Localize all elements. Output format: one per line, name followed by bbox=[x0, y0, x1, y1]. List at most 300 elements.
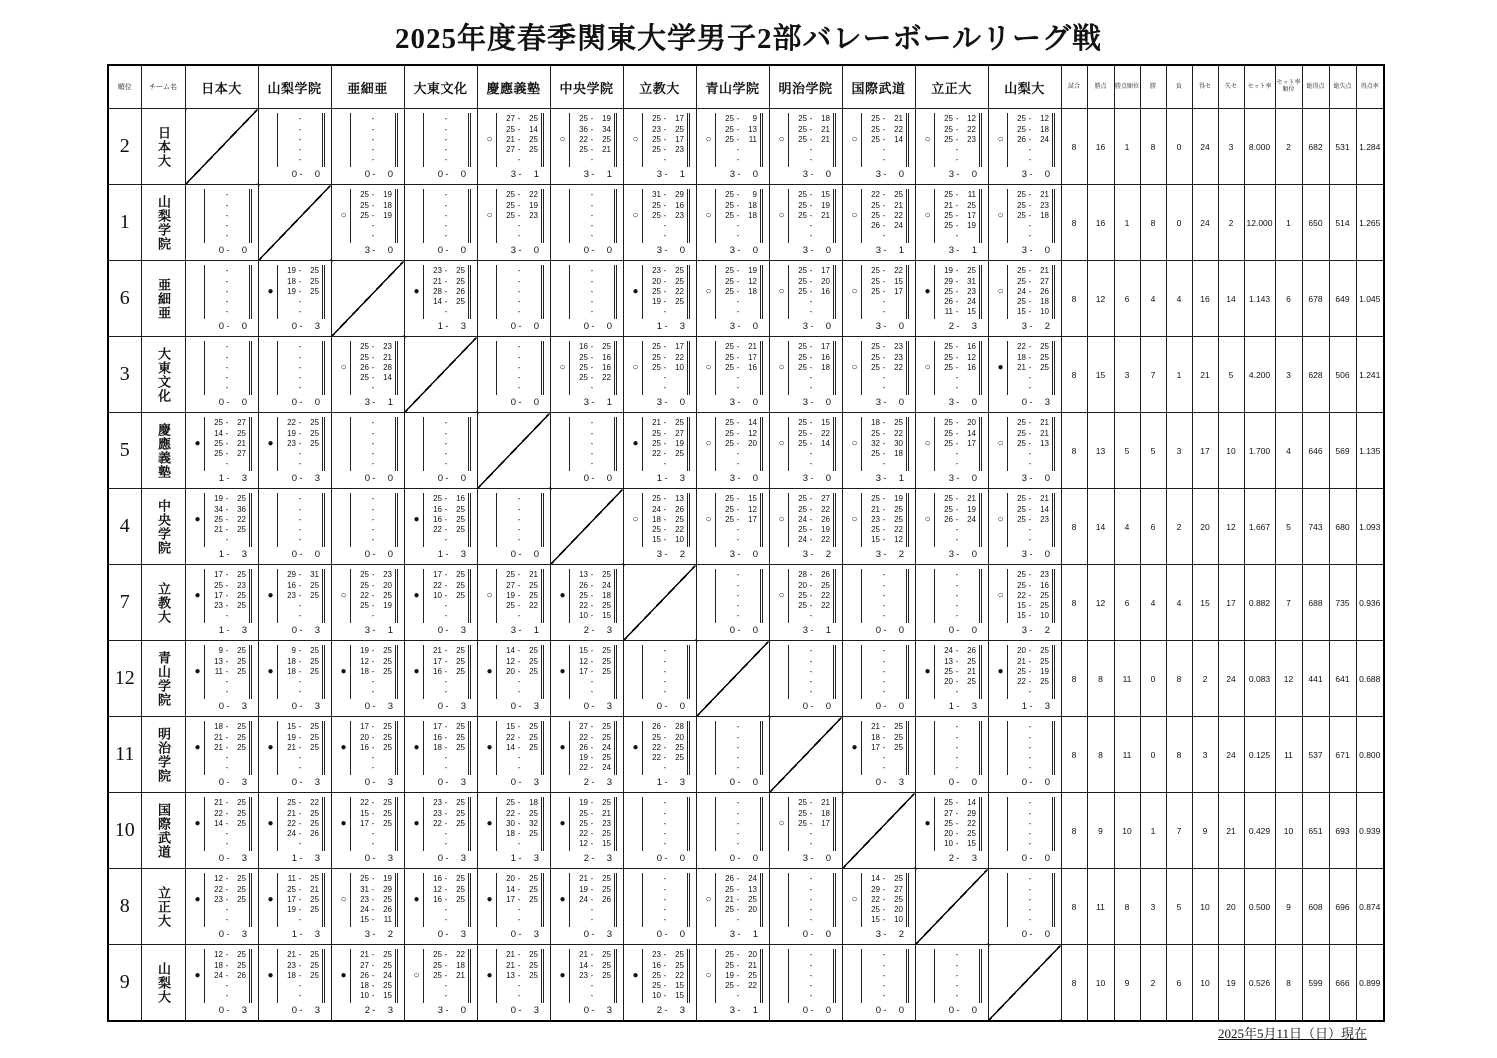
set-score-line: 25 - 16 bbox=[798, 286, 830, 296]
set-score-line: - bbox=[736, 839, 740, 849]
set-score-line: - bbox=[809, 970, 813, 980]
set-score-line: 24 - 26 bbox=[944, 646, 976, 656]
set-scores bbox=[277, 721, 325, 774]
set-score-line: - bbox=[955, 601, 959, 611]
set-score-line: 25 - 21 bbox=[944, 666, 976, 676]
stat-cell-7: 17 bbox=[1218, 565, 1244, 641]
set-scores bbox=[277, 493, 325, 546]
set-total: 3 - 2 bbox=[364, 928, 393, 940]
set-score-line: - bbox=[736, 742, 740, 752]
set-score-line: 25 - 20 bbox=[360, 580, 392, 590]
set-total: 3 - 0 bbox=[729, 168, 758, 180]
set-score-line: - bbox=[736, 221, 740, 231]
match-cell bbox=[185, 793, 258, 869]
match-cell bbox=[477, 793, 550, 869]
set-score-line: - bbox=[955, 373, 959, 383]
set-score-line: 25 - 14 bbox=[1017, 504, 1049, 514]
loss-circle-icon: ● bbox=[486, 665, 493, 677]
set-scores bbox=[861, 189, 909, 242]
set-score-line: 25 - 21 bbox=[871, 114, 903, 124]
set-score-line: - bbox=[517, 383, 521, 393]
set-score-line: - bbox=[517, 905, 521, 915]
win-circle-icon: ○ bbox=[705, 209, 712, 221]
set-total: 2 - 3 bbox=[948, 320, 977, 332]
win-circle-icon: ○ bbox=[559, 361, 566, 373]
stat-cell-8: 4.200 bbox=[1244, 337, 1275, 413]
stat-cell-2: 12 bbox=[1087, 565, 1114, 641]
set-score-line: - bbox=[809, 383, 813, 393]
set-score-line: - bbox=[882, 950, 886, 960]
empty-match-cell bbox=[842, 945, 915, 1022]
loss-circle-icon: ● bbox=[486, 741, 493, 753]
set-score-line: - bbox=[517, 514, 521, 524]
match-cell bbox=[623, 109, 696, 185]
set-score-line: 25 - 17 bbox=[798, 342, 830, 352]
set-scores bbox=[277, 265, 325, 318]
team-name: 慶應義塾 bbox=[156, 422, 171, 479]
set-scores bbox=[350, 493, 398, 546]
set-score-line: 24 - 26 bbox=[652, 504, 684, 514]
set-scores bbox=[934, 569, 982, 622]
set-total: 0 - 0 bbox=[218, 244, 247, 256]
set-score-line: - bbox=[955, 383, 959, 393]
team-name-cell bbox=[141, 869, 185, 945]
stat-cell-11: 671 bbox=[1329, 717, 1356, 793]
set-score-line: 19 - 25 bbox=[287, 266, 319, 276]
set-score-line: - bbox=[663, 874, 667, 884]
header-opponent-3: 亜細亜 bbox=[331, 65, 404, 109]
set-score-line: 28 - 26 bbox=[798, 570, 830, 580]
set-score-line: - bbox=[590, 155, 594, 165]
set-score-line: 26 - 28 bbox=[652, 722, 684, 732]
match-cell bbox=[185, 489, 258, 565]
set-total: 3 - 0 bbox=[948, 168, 977, 180]
set-scores bbox=[788, 797, 836, 850]
match-cell bbox=[477, 945, 550, 1022]
set-score-line: - bbox=[882, 297, 886, 307]
set-score-line: 13 - 25 bbox=[506, 970, 538, 980]
stat-cell-3: 5 bbox=[1114, 413, 1140, 489]
stat-cell-3: 1 bbox=[1114, 185, 1140, 261]
set-score-line: 12 - 25 bbox=[214, 874, 246, 884]
set-score-line: 21 - 25 bbox=[944, 200, 976, 210]
header-opponent-2: 山梨学院 bbox=[258, 65, 331, 109]
set-score-line: - bbox=[590, 307, 594, 317]
set-score-line: - bbox=[298, 915, 302, 925]
set-score-line: - bbox=[809, 915, 813, 925]
set-score-line: - bbox=[298, 449, 302, 459]
win-circle-icon: ○ bbox=[851, 209, 858, 221]
header-stat-10: 総得点 bbox=[1302, 65, 1329, 109]
set-score-line: 21 - 25 bbox=[725, 894, 757, 904]
set-score-line: 25 - 19 bbox=[1017, 666, 1049, 676]
set-score-line: - bbox=[225, 286, 229, 296]
team-row-12 bbox=[108, 945, 1384, 1022]
set-scores bbox=[715, 569, 763, 622]
set-scores bbox=[1007, 493, 1055, 546]
set-score-line: 21 - 25 bbox=[506, 960, 538, 970]
set-score-line: - bbox=[882, 570, 886, 580]
match-cell bbox=[842, 413, 915, 489]
set-score-line: 25 - 21 bbox=[579, 808, 611, 818]
set-score-line: - bbox=[225, 373, 229, 383]
set-score-line: - bbox=[517, 611, 521, 621]
stat-cell-7: 12 bbox=[1218, 489, 1244, 565]
team-row-10 bbox=[108, 793, 1384, 869]
win-circle-icon: ○ bbox=[705, 437, 712, 449]
set-score-line: - bbox=[809, 656, 813, 666]
stat-cell-12: 1.265 bbox=[1356, 185, 1384, 261]
empty-match-cell bbox=[477, 337, 550, 413]
loss-circle-icon: ● bbox=[486, 817, 493, 829]
stat-cell-4: 0 bbox=[1140, 717, 1166, 793]
set-score-line: - bbox=[590, 981, 594, 991]
set-score-line: 29 - 27 bbox=[871, 884, 903, 894]
stat-cell-12: 0.939 bbox=[1356, 793, 1384, 869]
set-score-line: - bbox=[371, 428, 375, 438]
set-score-line: 14 - 25 bbox=[214, 818, 246, 828]
set-scores bbox=[642, 797, 690, 850]
set-score-line: 23 - 25 bbox=[214, 894, 246, 904]
empty-match-cell bbox=[623, 793, 696, 869]
set-total: 0 - 0 bbox=[802, 700, 831, 712]
set-score-line: 22 - 25 bbox=[579, 732, 611, 742]
set-score-line: - bbox=[444, 134, 448, 144]
match-cell bbox=[696, 869, 769, 945]
empty-match-cell bbox=[404, 413, 477, 489]
set-score-line: 28 - 26 bbox=[433, 286, 465, 296]
stat-cell-9: 10 bbox=[1275, 793, 1302, 869]
set-score-line: - bbox=[736, 580, 740, 590]
set-score-line: 25 - 12 bbox=[944, 114, 976, 124]
set-score-line: - bbox=[736, 449, 740, 459]
set-score-line: 18 - 25 bbox=[214, 722, 246, 732]
match-cell bbox=[769, 565, 842, 641]
empty-match-cell bbox=[915, 565, 988, 641]
match-cell bbox=[258, 793, 331, 869]
set-score-line: 25 - 15 bbox=[798, 190, 830, 200]
set-score-line: 21 - 25 bbox=[214, 525, 246, 535]
set-score-line: - bbox=[663, 687, 667, 697]
set-score-line: 25 - 23 bbox=[944, 134, 976, 144]
set-score-line: 25 - 16 bbox=[725, 362, 757, 372]
set-score-line: - bbox=[444, 210, 448, 220]
set-score-line: 16 - 25 bbox=[360, 742, 392, 752]
set-score-line: 22 - 25 bbox=[433, 818, 465, 828]
stat-cell-11: 649 bbox=[1329, 261, 1356, 337]
stat-cell-6: 3 bbox=[1192, 717, 1218, 793]
set-score-line: - bbox=[955, 722, 959, 732]
win-circle-icon: ○ bbox=[997, 209, 1004, 221]
stat-cell-10: 688 bbox=[1302, 565, 1329, 641]
set-scores bbox=[569, 189, 617, 242]
set-score-line: - bbox=[955, 590, 959, 600]
set-score-line: - bbox=[371, 535, 375, 545]
stat-cell-11: 514 bbox=[1329, 185, 1356, 261]
set-score-line: 23 - 25 bbox=[652, 124, 684, 134]
set-score-line: 25 - 23 bbox=[1017, 514, 1049, 524]
empty-match-cell bbox=[331, 109, 404, 185]
set-score-line: - bbox=[517, 981, 521, 991]
set-scores bbox=[642, 189, 690, 242]
set-score-line: - bbox=[444, 611, 448, 621]
empty-match-cell bbox=[769, 869, 842, 945]
match-cell bbox=[988, 565, 1061, 641]
set-score-line: 22 - 25 bbox=[433, 525, 465, 535]
set-score-line: 11 - 25 bbox=[287, 874, 319, 884]
set-score-line: - bbox=[809, 839, 813, 849]
set-score-line: - bbox=[955, 763, 959, 773]
set-score-line: 25 - 12 bbox=[1017, 114, 1049, 124]
set-scores bbox=[350, 721, 398, 774]
empty-match-cell bbox=[623, 641, 696, 717]
loss-circle-icon: ● bbox=[267, 893, 274, 905]
set-scores bbox=[496, 189, 544, 242]
set-score-line: - bbox=[1028, 905, 1032, 915]
loss-circle-icon: ● bbox=[924, 285, 931, 297]
set-score-line: 25 - 13 bbox=[1017, 438, 1049, 448]
loss-circle-icon: ● bbox=[267, 741, 274, 753]
set-score-line: - bbox=[955, 535, 959, 545]
team-row-6 bbox=[108, 489, 1384, 565]
set-score-line: - bbox=[298, 383, 302, 393]
set-total: 3 - 2 bbox=[656, 548, 685, 560]
set-total: 3 - 0 bbox=[1021, 548, 1050, 560]
league-table-body bbox=[108, 65, 1384, 1021]
set-scores bbox=[715, 721, 763, 774]
set-score-line: 25 - 18 bbox=[1017, 124, 1049, 134]
set-score-line: 26 - 24 bbox=[579, 742, 611, 752]
set-scores bbox=[1007, 265, 1055, 318]
stat-cell-11: 735 bbox=[1329, 565, 1356, 641]
set-score-line: - bbox=[809, 960, 813, 970]
set-score-line: 25 - 20 bbox=[944, 418, 976, 428]
set-score-line: 25 - 21 bbox=[798, 134, 830, 144]
set-score-line: - bbox=[590, 266, 594, 276]
stat-cell-9: 8 bbox=[1275, 945, 1302, 1022]
set-scores bbox=[861, 721, 909, 774]
stat-cell-10: 646 bbox=[1302, 413, 1329, 489]
stat-cell-4: 7 bbox=[1140, 337, 1166, 413]
set-score-line: 14 - 25 bbox=[871, 874, 903, 884]
set-score-line: 20 - 25 bbox=[652, 276, 684, 286]
loss-circle-icon: ● bbox=[559, 741, 566, 753]
match-cell bbox=[185, 413, 258, 489]
set-score-line: 15 - 25 bbox=[506, 722, 538, 732]
set-score-line: 19 - 25 bbox=[506, 590, 538, 600]
set-score-line: 21 - 25 bbox=[433, 646, 465, 656]
empty-match-cell bbox=[696, 793, 769, 869]
set-scores bbox=[788, 341, 836, 394]
set-scores bbox=[934, 493, 982, 546]
stat-cell-5: 5 bbox=[1166, 869, 1192, 945]
stat-cell-9: 3 bbox=[1275, 337, 1302, 413]
set-score-line: 20 - 25 bbox=[944, 829, 976, 839]
set-score-line: 25 - 22 bbox=[798, 504, 830, 514]
footer-date: 2025年5月11日（日）現在 bbox=[1217, 1026, 1367, 1041]
set-score-line: 16 - 25 bbox=[433, 894, 465, 904]
stat-cell-4: 1 bbox=[1140, 793, 1166, 869]
set-score-line: - bbox=[298, 525, 302, 535]
set-score-line: - bbox=[298, 145, 302, 155]
set-score-line: - bbox=[663, 915, 667, 925]
set-total: 0 - 3 bbox=[291, 1004, 320, 1016]
set-scores bbox=[569, 341, 617, 394]
stat-cell-3: 10 bbox=[1114, 793, 1140, 869]
set-score-line: 17 - 25 bbox=[871, 742, 903, 752]
stat-cell-12: 0.800 bbox=[1356, 717, 1384, 793]
set-score-line: 25 - 22 bbox=[871, 266, 903, 276]
header-stat-6: 得セ bbox=[1192, 65, 1218, 109]
set-score-line: - bbox=[1028, 753, 1032, 763]
stat-cell-11: 569 bbox=[1329, 413, 1356, 489]
set-scores bbox=[642, 265, 690, 318]
loss-circle-icon: ● bbox=[851, 741, 858, 753]
match-cell bbox=[842, 261, 915, 337]
win-circle-icon: ○ bbox=[924, 133, 931, 145]
set-total: 3 - 0 bbox=[364, 244, 393, 256]
set-scores bbox=[642, 113, 690, 166]
set-score-line: - bbox=[444, 438, 448, 448]
set-score-line: 25 - 21 bbox=[1017, 428, 1049, 438]
win-circle-icon: ○ bbox=[924, 361, 931, 373]
stat-cell-1: 8 bbox=[1061, 109, 1087, 185]
set-score-line: - bbox=[517, 231, 521, 241]
set-total: 3 - 0 bbox=[729, 472, 758, 484]
set-score-line: 25 - 20 bbox=[725, 438, 757, 448]
header-rank: 順位 bbox=[108, 65, 141, 109]
set-score-line: - bbox=[736, 611, 740, 621]
set-score-line: 25 - 20 bbox=[652, 732, 684, 742]
set-total: 0 - 0 bbox=[1021, 776, 1050, 788]
stat-cell-5: 6 bbox=[1166, 945, 1192, 1022]
set-score-line: 27 - 25 bbox=[506, 580, 538, 590]
stat-cell-6: 15 bbox=[1192, 565, 1218, 641]
set-total: 0 - 3 bbox=[437, 928, 466, 940]
set-score-line: 25 - 22 bbox=[652, 286, 684, 296]
stat-cell-5: 8 bbox=[1166, 717, 1192, 793]
stat-cell-1: 8 bbox=[1061, 793, 1087, 869]
set-scores bbox=[350, 645, 398, 698]
set-total: 3 - 0 bbox=[802, 852, 831, 864]
set-scores bbox=[861, 493, 909, 546]
empty-match-cell bbox=[185, 185, 258, 261]
set-score-line: - bbox=[298, 981, 302, 991]
team-row-4 bbox=[108, 337, 1384, 413]
set-score-line: - bbox=[371, 145, 375, 155]
stat-cell-12: 1.045 bbox=[1356, 261, 1384, 337]
set-score-line: 25 - 15 bbox=[652, 981, 684, 991]
stat-cell-10: 628 bbox=[1302, 337, 1329, 413]
set-score-line: - bbox=[371, 449, 375, 459]
stat-cell-8: 1.667 bbox=[1244, 489, 1275, 565]
team-row-5 bbox=[108, 413, 1384, 489]
set-score-line: 25 - 11 bbox=[944, 190, 976, 200]
match-cell bbox=[769, 413, 842, 489]
stat-cell-5: 8 bbox=[1166, 641, 1192, 717]
set-total: 0 - 3 bbox=[437, 852, 466, 864]
stat-cell-8: 0.083 bbox=[1244, 641, 1275, 717]
team-name-cell bbox=[141, 109, 185, 185]
set-score-line: - bbox=[444, 449, 448, 459]
set-scores bbox=[277, 645, 325, 698]
set-scores bbox=[496, 113, 544, 166]
set-score-line: 25 - 19 bbox=[725, 266, 757, 276]
set-total: 0 - 0 bbox=[510, 320, 539, 332]
set-score-line: - bbox=[809, 874, 813, 884]
set-score-line: - bbox=[371, 221, 375, 231]
set-scores bbox=[788, 873, 836, 926]
set-score-line: - bbox=[736, 383, 740, 393]
set-score-line: 25 - 21 bbox=[360, 352, 392, 362]
set-score-line: 24 - 26 bbox=[287, 829, 319, 839]
set-total: 3 - 0 bbox=[729, 396, 758, 408]
set-score-line: 22 - 25 bbox=[214, 808, 246, 818]
match-cell bbox=[623, 261, 696, 337]
stat-cell-8: 1.143 bbox=[1244, 261, 1275, 337]
set-score-line: - bbox=[298, 601, 302, 611]
loss-circle-icon: ● bbox=[413, 589, 420, 601]
stat-cell-1: 8 bbox=[1061, 489, 1087, 565]
set-score-line: 25 - 18 bbox=[725, 286, 757, 296]
set-score-line: - bbox=[590, 297, 594, 307]
set-score-line: - bbox=[882, 677, 886, 687]
loss-circle-icon: ● bbox=[632, 969, 639, 981]
set-total: 0 - 0 bbox=[291, 548, 320, 560]
set-total: 0 - 3 bbox=[364, 852, 393, 864]
set-score-line: 25 - 23 bbox=[944, 286, 976, 296]
set-total: 3 - 0 bbox=[1021, 472, 1050, 484]
match-cell bbox=[842, 717, 915, 793]
set-scores bbox=[204, 493, 252, 546]
set-total: 0 - 0 bbox=[510, 548, 539, 560]
loss-circle-icon: ● bbox=[559, 817, 566, 829]
set-scores bbox=[423, 493, 471, 546]
set-score-line: 17 - 25 bbox=[287, 894, 319, 904]
set-score-line: 23 - 25 bbox=[360, 894, 392, 904]
set-scores bbox=[1007, 113, 1055, 166]
set-score-line: 25 - 18 bbox=[798, 362, 830, 372]
set-score-line: 23 - 25 bbox=[871, 514, 903, 524]
match-cell bbox=[915, 641, 988, 717]
header-opponent-9: 明治学院 bbox=[769, 65, 842, 109]
set-score-line: - bbox=[225, 210, 229, 220]
set-score-line: 25 - 17 bbox=[652, 342, 684, 352]
set-score-line: - bbox=[444, 763, 448, 773]
set-score-line: 25 - 12 bbox=[725, 276, 757, 286]
match-cell bbox=[842, 337, 915, 413]
set-score-line: 25 - 23 bbox=[360, 570, 392, 580]
match-cell bbox=[915, 185, 988, 261]
set-score-line: - bbox=[225, 383, 229, 393]
set-total: 0 - 0 bbox=[656, 700, 685, 712]
set-score-line: 23 - 25 bbox=[579, 970, 611, 980]
set-total: 3 - 2 bbox=[875, 548, 904, 560]
set-scores bbox=[788, 189, 836, 242]
team-name: 中央学院 bbox=[156, 498, 171, 555]
diagonal-cell bbox=[550, 489, 623, 565]
win-circle-icon: ○ bbox=[851, 133, 858, 145]
set-score-line: - bbox=[809, 145, 813, 155]
set-score-line: - bbox=[1028, 231, 1032, 241]
win-circle-icon: ○ bbox=[705, 893, 712, 905]
set-scores bbox=[642, 645, 690, 698]
win-circle-icon: ○ bbox=[778, 589, 785, 601]
match-cell bbox=[769, 261, 842, 337]
set-score-line: - bbox=[809, 373, 813, 383]
set-score-line: - bbox=[298, 514, 302, 524]
set-score-line: - bbox=[736, 829, 740, 839]
